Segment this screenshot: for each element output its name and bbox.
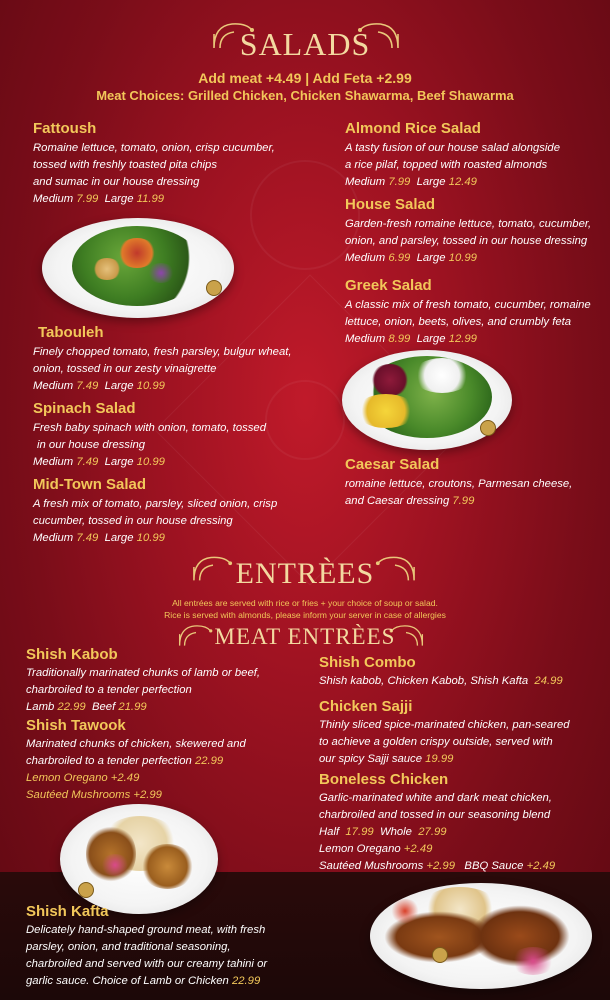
price-label: Large xyxy=(416,333,446,345)
item-title: Chicken Sajji xyxy=(319,698,413,715)
price-value: 7.99 xyxy=(76,193,99,205)
addon-label: Lemon Oregano xyxy=(319,843,401,855)
item-title: Almond Rice Salad xyxy=(345,120,481,137)
addon-label: Sautéed Mushrooms xyxy=(319,860,424,872)
addon-value: +2.49 xyxy=(403,843,433,855)
menu-item-shish-tawook xyxy=(26,717,316,804)
greek-salad-plate-image xyxy=(342,350,512,450)
price-label: Large xyxy=(104,193,134,205)
item-desc-line: Thinly sliced spice-marinated chicken, pan-seared xyxy=(319,719,570,731)
menu-item-caesar-salad xyxy=(345,456,607,510)
item-desc-line: our spicy Sajji sauce xyxy=(319,753,422,765)
item-title: Shish Tawook xyxy=(26,717,126,734)
menu-item-spinach-salad xyxy=(33,400,323,471)
item-title: Fattoush xyxy=(33,120,97,137)
item-desc-line: A classic mix of fresh tomato, cucumber, romaine xyxy=(345,299,591,311)
item-desc-line: Marinated chunks of chicken, skewered and xyxy=(26,738,246,750)
price-value: 7.99 xyxy=(452,495,475,507)
price-value: 11.99 xyxy=(136,193,165,205)
price-label: Large xyxy=(416,176,446,188)
shish-tawook-plate-image xyxy=(60,804,218,914)
item-title: Spinach Salad xyxy=(33,400,136,417)
item-desc-line: charbroiled and served with our creamy tahini or xyxy=(26,958,268,970)
item-desc-line: and Caesar dressing xyxy=(345,495,450,507)
price-value: 10.99 xyxy=(136,456,165,468)
price-label: Medium xyxy=(33,380,74,392)
addon-line: Sautéed Mushrooms +2.99 xyxy=(26,789,162,801)
price-value: 22.99 xyxy=(194,755,224,767)
shish-kafta-plate-image xyxy=(370,883,592,989)
price-value: 10.99 xyxy=(136,380,165,392)
menu-item-fattoush xyxy=(33,120,313,208)
item-desc-line: Finely chopped tomato, fresh parsley, bulgur wheat, xyxy=(33,346,292,358)
fattoush-plate-image xyxy=(42,218,234,318)
item-desc-line: Garden-fresh romaine lettuce, tomato, cucumber, xyxy=(345,218,592,230)
item-desc-line: a rice pilaf, topped with roasted almonds xyxy=(345,159,548,171)
price-value: 6.99 xyxy=(388,252,411,264)
item-desc-line: parsley, onion, and traditional seasoning, xyxy=(26,941,231,953)
item-title: Tabouleh xyxy=(38,324,104,341)
menu-item-shish-combo xyxy=(319,654,607,690)
price-label: Half xyxy=(319,826,340,838)
item-title: Mid-Town Salad xyxy=(33,476,147,493)
item-desc-line: romaine lettuce, croutons, Parmesan cheese, xyxy=(345,478,573,490)
item-desc-line: cucumber, tossed in our house dressing xyxy=(33,515,233,527)
price-label: Medium xyxy=(345,176,386,188)
item-desc-line: A tasty fusion of our house salad alongside xyxy=(345,142,560,154)
salads-add-line: Add meat +4.49 | Add Feta +2.99 xyxy=(198,70,412,86)
salads-heading: SALADS xyxy=(239,26,371,62)
item-desc-line: onion, tossed in our zesty vinaigrette xyxy=(33,363,217,375)
menu-item-shish-kabob xyxy=(26,646,316,716)
price-label: Whole xyxy=(379,826,412,838)
price-value: 12.49 xyxy=(448,176,477,188)
item-desc-line: tossed with freshly toasted pita chips xyxy=(33,159,217,171)
item-title: Greek Salad xyxy=(345,277,432,294)
price-value: 10.99 xyxy=(448,252,477,264)
price-value: 24.99 xyxy=(534,675,563,687)
price-label: Medium xyxy=(345,252,386,264)
item-desc-line: Traditionally marinated chunks of lamb or beef, xyxy=(26,667,261,679)
item-desc-line: in our house dressing xyxy=(37,439,146,451)
price-label: Lamb xyxy=(26,701,55,713)
item-desc-line: to achieve a golden crispy outside, served with xyxy=(319,736,553,748)
entrees-heading: ENTRÈES xyxy=(235,557,375,590)
price-label: Medium xyxy=(33,532,74,544)
item-title: House Salad xyxy=(345,196,436,213)
price-label: Large xyxy=(104,456,134,468)
menu-item-almond-rice-salad xyxy=(345,120,607,191)
price-value: 10.99 xyxy=(136,532,165,544)
restaurant-logo-icon xyxy=(432,947,448,963)
price-value: 12.99 xyxy=(448,333,477,345)
price-label: Medium xyxy=(33,193,74,205)
price-label: Medium xyxy=(33,456,74,468)
price-value: 19.99 xyxy=(425,753,454,765)
price-label: Beef xyxy=(91,701,116,713)
entrees-note-line: All entrées are served with rice or fries + your choice of soup or salad. xyxy=(172,598,438,608)
menu-item-boneless-chicken xyxy=(319,771,607,875)
menu-item-greek-salad xyxy=(345,277,607,348)
item-desc-line: Shish kabob, Chicken Kabob, Shish Kafta xyxy=(319,675,529,687)
price-value: 22.99 xyxy=(231,975,261,987)
entrees-note-line: Rice is served with almonds, please inform your server in case of allergies xyxy=(164,610,446,620)
addon-value: +2.99 xyxy=(426,860,455,872)
item-desc-line: Romaine lettuce, tomato, onion, crisp cucumber, xyxy=(33,142,275,154)
price-value: 7.49 xyxy=(76,456,99,468)
menu-item-shish-kafta xyxy=(26,903,326,990)
item-desc-line: lettuce, onion, beets, olives, and crumbly feta xyxy=(345,316,572,328)
salads-meat-choices: Meat Choices: Grilled Chicken, Chicken Shawarma, Beef Shawarma xyxy=(96,88,514,103)
price-label: Medium xyxy=(345,333,386,345)
addon-value: +2.49 xyxy=(526,860,556,872)
restaurant-logo-icon xyxy=(206,280,222,296)
item-title: Shish Kafta xyxy=(26,903,109,920)
price-label: Large xyxy=(104,380,134,392)
restaurant-logo-icon xyxy=(78,882,94,898)
addon-label: BBQ Sauce xyxy=(464,860,524,872)
price-value: 7.49 xyxy=(76,380,99,392)
item-desc-line: charbroiled to a tender perfection xyxy=(26,684,192,696)
meat-entrees-heading: MEAT ENTRÈES xyxy=(214,624,396,649)
item-desc-line: Delicately hand-shaped ground meat, with fresh xyxy=(26,924,266,936)
price-value: 7.99 xyxy=(388,176,411,188)
item-desc-line: Fresh baby spinach with onion, tomato, tossed xyxy=(33,422,266,434)
price-label: Large xyxy=(416,252,446,264)
price-value: 21.99 xyxy=(118,701,147,713)
item-title: Caesar Salad xyxy=(345,456,440,473)
item-desc-line: charbroiled and tossed in our seasoning blend xyxy=(319,809,551,821)
price-value: 27.99 xyxy=(418,826,447,838)
price-value: 17.99 xyxy=(345,826,374,838)
addon-line: Lemon Oregano +2.49 xyxy=(26,772,140,784)
price-value: 22.99 xyxy=(57,701,86,713)
price-value: 8.99 xyxy=(388,333,411,345)
menu-item-mid-town-salad xyxy=(33,476,323,547)
item-title: Shish Kabob xyxy=(26,646,118,663)
item-desc-line: onion, and parsley, tossed in our house dressing xyxy=(345,235,588,247)
menu-item-house-salad xyxy=(345,196,607,267)
item-desc-line: charbroiled to a tender perfection xyxy=(26,755,192,767)
item-desc-line: A fresh mix of tomato, parsley, sliced onion, crisp xyxy=(33,498,278,510)
price-label: Large xyxy=(104,532,134,544)
item-title: Shish Combo xyxy=(319,654,416,671)
item-desc-line: and sumac in our house dressing xyxy=(33,176,200,188)
price-value: 7.49 xyxy=(76,532,99,544)
item-desc-line: garlic sauce. Choice of Lamb or Chicken xyxy=(26,975,229,987)
menu-item-chicken-sajji xyxy=(319,698,607,768)
menu-item-tabouleh xyxy=(33,324,323,395)
item-title: Boneless Chicken xyxy=(319,771,449,788)
restaurant-logo-icon xyxy=(480,420,496,436)
item-desc-line: Garlic-marinated white and dark meat chicken, xyxy=(319,792,552,804)
